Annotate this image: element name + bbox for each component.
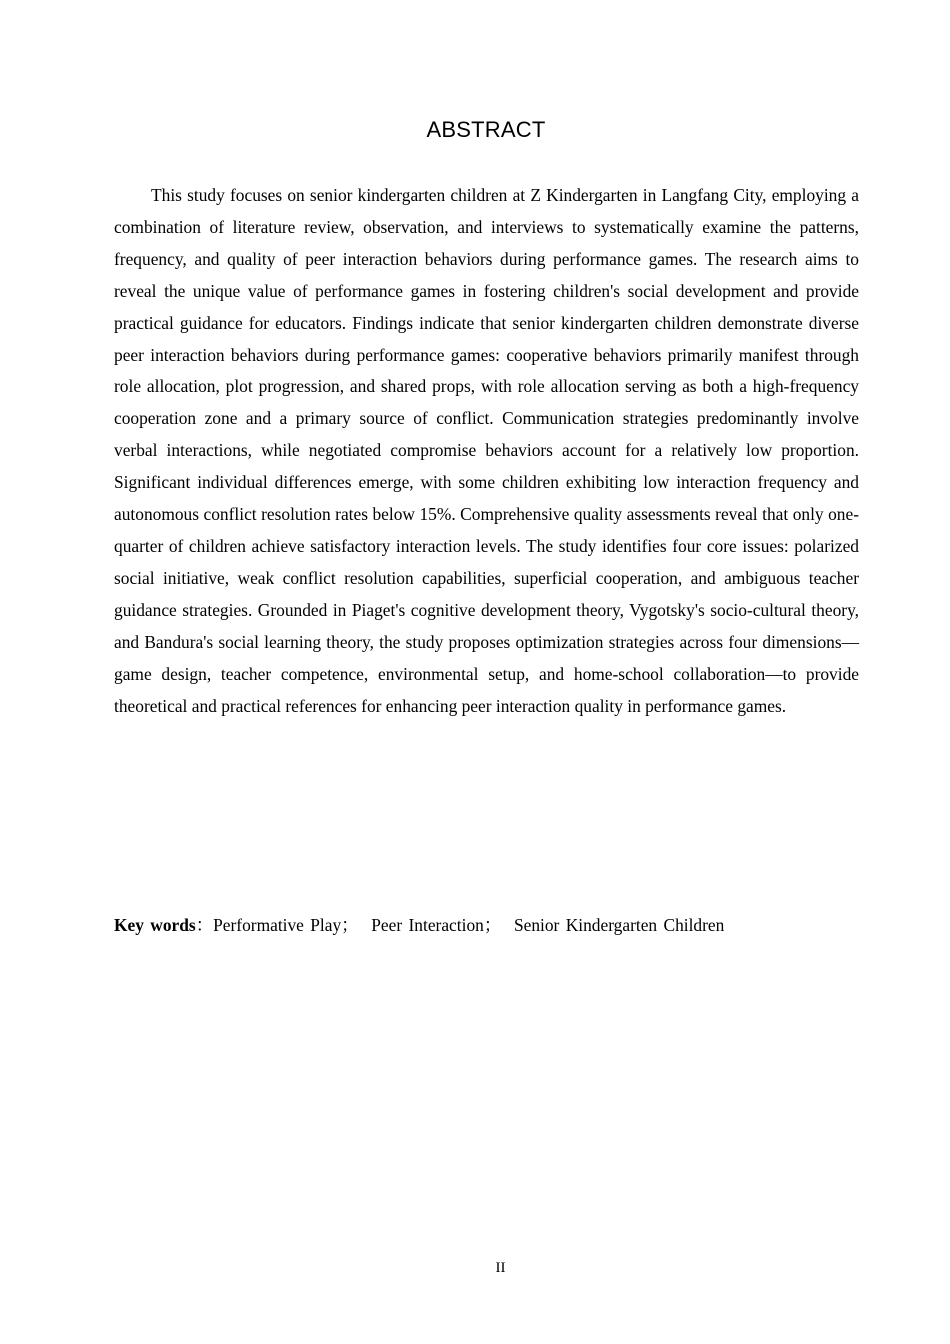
page-number: II	[495, 1260, 506, 1276]
abstract-body: This study focuses on senior kindergarten children at Z Kindergarten in Langfang City, employing a combination of literature review, observation, and interviews to systematically examine the patterns, frequency, and quality of peer interaction behaviors during performance games. The research aims to reveal the unique value of performance games in fostering children's social development and provide practical guidance for educators. Findings indicate that senior kindergarten children demonstrate diverse peer interaction behaviors during performance games: cooperative behaviors primarily manifest through role allocation, plot progression, and shared props, with role allocation serving as both a high-frequency cooperation zone and a primary source of conflict. Communication strategies predominantly involve verbal interactions, while negotiated compromise behaviors account for a relatively low proportion. Significant individual differences emerge, with some children exhibiting low interaction frequency and autonomous conflict resolution rates below 15%. Comprehensive quality assessments reveal that only one-quarter of children achieve satisfactory interaction levels. The study identifies four core issues: polarized social initiative, weak conflict resolution capabilities, superficial cooperation, and ambiguous teacher guidance strategies. Grounded in Piaget's cognitive development theory, Vygotsky's socio-cultural theory, and Bandura's social learning theory, the study proposes optimization strategies across four dimensions—game design, teacher competence, environmental setup, and home-school collaboration—to provide theoretical and practical references for enhancing peer interaction quality in performance games.	[114, 185, 859, 716]
abstract-title: ABSTRACT	[426, 117, 546, 142]
keywords-separator: ：	[195, 915, 214, 935]
keyword-item: Performative Play；	[213, 915, 359, 935]
keywords-line	[114, 911, 859, 939]
keyword-item: Peer Interaction；	[371, 915, 502, 935]
keyword-item: Senior Kindergarten Children	[513, 915, 725, 935]
keywords-label: Key words	[114, 915, 196, 935]
